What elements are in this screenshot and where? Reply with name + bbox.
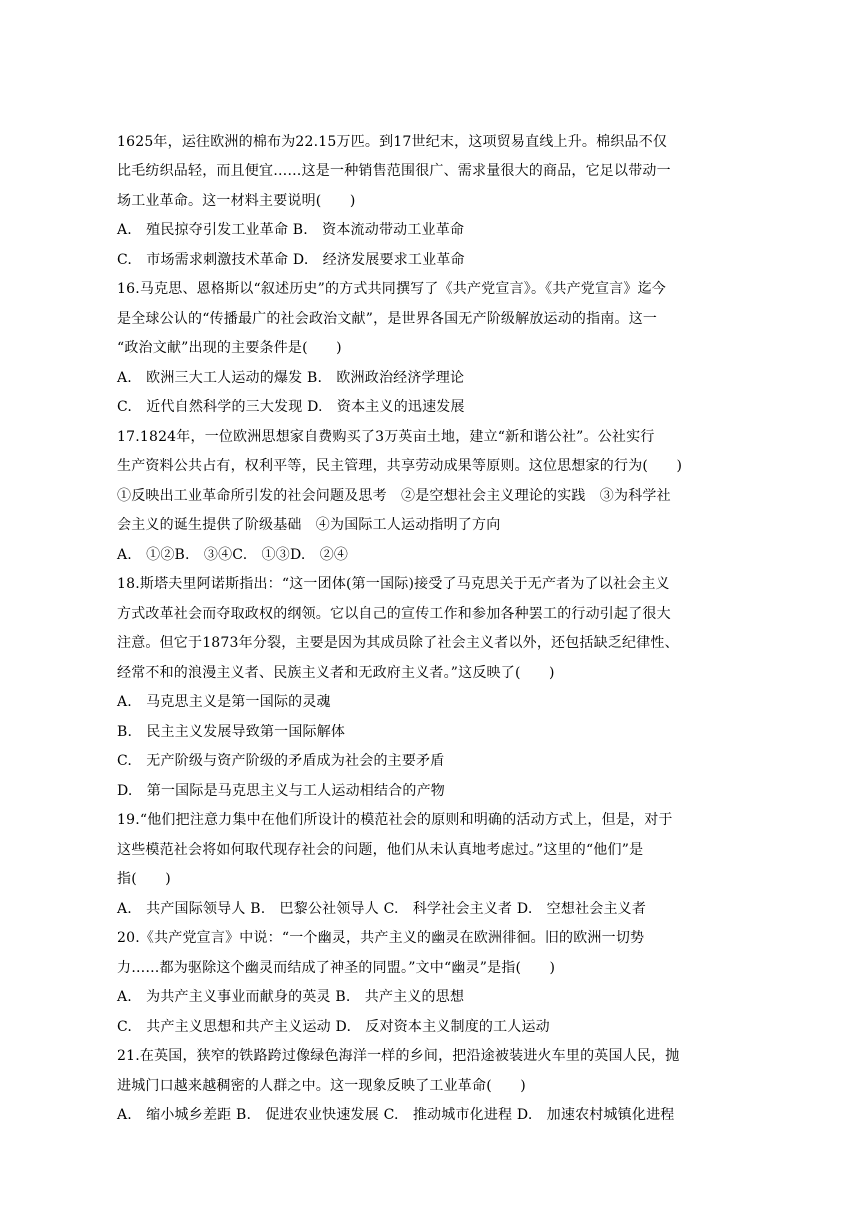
- option-line: D. 第一国际是马克思主义与工人运动相结合的产物: [117, 783, 445, 799]
- text-line: 场工业革命。这一材料主要说明( ): [117, 193, 356, 209]
- option-line: A. 欧洲三大工人运动的爆发 B. 欧洲政治经济学理论: [117, 370, 465, 386]
- text-line: 会主义的诞生提供了阶级基础 ④为国际工人运动指明了方向: [117, 517, 501, 533]
- option-line: C. 市场需求刺激技术革命 D. 经济发展要求工业革命: [117, 252, 465, 268]
- option-line: C. 无产阶级与资产阶级的矛盾成为社会的主要矛盾: [117, 753, 445, 769]
- option-line: A. 马克思主义是第一国际的灵魂: [117, 694, 331, 710]
- option-line: C. 近代自然科学的三大发现 D. 资本主义的迅速发展: [117, 399, 465, 415]
- text-line: ①反映出工业革命所引发的社会问题及思考 ②是空想社会主义理论的实践 ③为科学社: [117, 488, 671, 504]
- question-18: 18.斯塔夫里阿诺斯指出：“这一团体(第一国际)接受了马克思关于无产者为了以社会主义: [117, 576, 670, 592]
- text-line: 力……都为驱除这个幽灵而结成了神圣的同盟。”文中“幽灵”是指( ): [117, 960, 556, 976]
- option-line: A. 缩小城乡差距 B. 促进农业快速发展 C. 推动城市化进程 D. 加速农村城镇化进程: [117, 1107, 675, 1123]
- option-line: A. 为共产主义事业而献身的英灵 B. 共产主义的思想: [117, 989, 465, 1005]
- option-line: A. ①②B. ③④C. ①③D. ②④: [117, 547, 349, 563]
- text-line: “政治文献”出现的主要条件是( ): [117, 340, 342, 356]
- text-line: 生产资料公共占有，权利平等，民主管理，共享劳动成果等原则。这位思想家的行为( ): [117, 458, 683, 474]
- text-line: 指( ): [117, 871, 171, 887]
- text-line: 方式改革社会而夺取政权的纲领。它以自己的宣传工作和参加各种罢工的行动引起了很大: [117, 606, 671, 622]
- option-line: A. 共产国际领导人 B. 巴黎公社领导人 C. 科学社会主义者 D. 空想社会主义者: [117, 901, 647, 917]
- question-19: 19.“他们把注意力集中在他们所设计的模范社会的原则和明确的活动方式上，但是，对于: [117, 812, 673, 828]
- text-line: 进城门口越来越稠密的人群之中。这一现象反映了工业革命( ): [117, 1078, 526, 1094]
- text-line: 比毛纺织品轻，而且便宜……这是一种销售范围很广、需求量很大的商品，它足以带动一: [117, 163, 671, 179]
- text-line: 经常不和的浪漫主义者、民族主义者和无政府主义者。”这反映了( ): [117, 665, 555, 681]
- question-20: 20.《共产党宣言》中说：“一个幽灵，共产主义的幽灵在欧洲徘徊。旧的欧洲一切势: [117, 930, 645, 946]
- text-line: 这些模范社会将如何取代现存社会的问题，他们从未认真地考虑过。”这里的“他们”是: [117, 842, 644, 858]
- option-line: B. 民主主义发展导致第一国际解体: [117, 724, 346, 740]
- question-17: 17.1824年，一位欧洲思想家自费购买了3万英亩土地，建立“新和谐公社”。公社实行: [117, 429, 655, 445]
- text-line: 1625年，运往欧洲的棉布为22.15万匹。到17世纪末，这项贸易直线上升。棉织品不仅: [117, 134, 668, 150]
- option-line: A. 殖民掠夺引发工业革命 B. 资本流动带动工业革命: [117, 222, 465, 238]
- text-line: 是全球公认的“传播最广的社会政治文献”，是世界各国无产阶级解放运动的指南。这一: [117, 311, 658, 327]
- option-line: C. 共产主义思想和共产主义运动 D. 反对资本主义制度的工人运动: [117, 1019, 550, 1035]
- question-16: 16.马克思、恩格斯以“叙述历史”的方式共同撰写了《共产党宣言》。《共产党宣言》迄今: [117, 281, 666, 297]
- question-21: 21.在英国，狭窄的铁路跨过像绿色海洋一样的乡间，把沿途被装进火车里的英国人民，抛: [117, 1048, 680, 1064]
- text-line: 注意。但它于1873年分裂，主要是因为其成员除了社会主义者以外，还包括缺乏纪律性、: [117, 635, 679, 651]
